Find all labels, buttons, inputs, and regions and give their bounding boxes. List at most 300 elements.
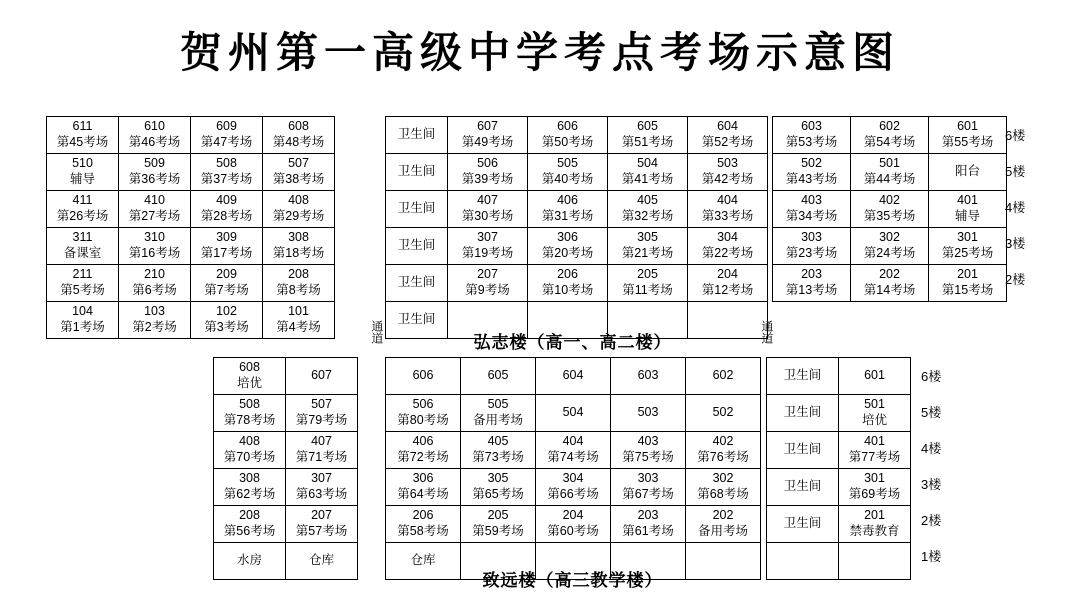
room-cell[interactable] xyxy=(608,191,688,228)
room-number: 401 xyxy=(864,434,885,449)
table-row xyxy=(386,154,768,191)
room-number: 502 xyxy=(801,156,822,171)
hongzhi-left-wing xyxy=(46,116,335,339)
room-number: 211 xyxy=(72,267,93,282)
zhiyuan-right-wing xyxy=(766,357,911,580)
room-number: 501 xyxy=(879,156,900,171)
room-cell[interactable] xyxy=(929,228,1007,265)
room-number: 405 xyxy=(487,434,509,449)
floor-label: 1楼 xyxy=(921,548,942,564)
exam-room-label: 第21考场 xyxy=(621,246,674,260)
floor-label xyxy=(1000,296,1044,332)
room-number: 508 xyxy=(216,156,237,171)
table-row xyxy=(767,432,911,469)
zhiyuan-left-grid xyxy=(213,357,358,580)
room-cell[interactable] xyxy=(386,265,448,302)
room-cell[interactable] xyxy=(214,358,286,395)
room-cell[interactable] xyxy=(386,154,448,191)
room-cell[interactable] xyxy=(386,191,448,228)
room-cell[interactable] xyxy=(686,432,761,469)
room-cell[interactable] xyxy=(119,228,191,265)
room-number: 仓库 xyxy=(308,553,334,568)
room-number: 403 xyxy=(637,434,659,449)
room-cell[interactable] xyxy=(191,117,263,154)
room-cell[interactable] xyxy=(839,432,911,469)
room-number: 306 xyxy=(557,230,578,245)
passage-label-left: 通道 xyxy=(369,320,384,344)
exam-room-label: 第28考场 xyxy=(200,209,253,223)
room-cell[interactable] xyxy=(263,302,335,339)
exam-room-label: 第65考场 xyxy=(472,487,524,501)
room-cell[interactable] xyxy=(839,469,911,506)
floor-label: 3楼 xyxy=(1005,235,1026,251)
room-cell[interactable] xyxy=(386,395,461,432)
exam-room-label: 第41考场 xyxy=(621,172,674,186)
room-number: 506 xyxy=(412,397,434,412)
exam-room-label: 第39考场 xyxy=(461,172,514,186)
room-cell[interactable] xyxy=(688,154,768,191)
table-row xyxy=(386,506,761,543)
exam-room-label: 备用考场 xyxy=(472,413,523,427)
exam-room-label: 第35考场 xyxy=(863,209,916,223)
room-number: 水房 xyxy=(236,553,262,568)
room-number: 307 xyxy=(477,230,498,245)
room-number: 602 xyxy=(879,119,900,134)
room-cell[interactable] xyxy=(839,395,911,432)
room-number: 601 xyxy=(957,119,978,134)
floor-label: 3楼 xyxy=(921,476,942,492)
room-number: 203 xyxy=(637,508,659,523)
exam-room-label: 第77考场 xyxy=(848,450,901,464)
room-number: 406 xyxy=(412,434,434,449)
room-cell[interactable] xyxy=(119,117,191,154)
room-cell[interactable] xyxy=(263,117,335,154)
exam-room-label: 第53考场 xyxy=(785,135,838,149)
room-number: 207 xyxy=(311,508,332,523)
room-cell[interactable] xyxy=(461,432,536,469)
room-cell[interactable] xyxy=(767,432,839,469)
floor-label-row xyxy=(916,537,960,573)
room-number: 409 xyxy=(216,193,237,208)
room-number: 405 xyxy=(637,193,658,208)
table-row xyxy=(386,432,761,469)
room-cell[interactable] xyxy=(686,506,761,543)
room-number: 608 xyxy=(239,360,260,375)
exam-room-label: 第56考场 xyxy=(223,524,276,538)
room-cell[interactable] xyxy=(528,228,608,265)
table-row xyxy=(214,358,358,395)
room-cell[interactable] xyxy=(851,117,929,154)
room-cell[interactable] xyxy=(611,395,686,432)
exam-room-label: 第73考场 xyxy=(472,450,524,464)
room-number: 403 xyxy=(801,193,822,208)
room-cell[interactable] xyxy=(688,265,768,302)
room-number: 508 xyxy=(239,397,260,412)
room-cell[interactable] xyxy=(767,469,839,506)
room-number: 304 xyxy=(717,230,738,245)
room-number: 阳台 xyxy=(954,164,980,179)
room-number: 101 xyxy=(288,304,309,319)
room-cell[interactable] xyxy=(386,506,461,543)
exam-room-label: 培优 xyxy=(236,376,262,390)
exam-room-label: 第31考场 xyxy=(541,209,594,223)
exam-room-label: 第50考场 xyxy=(541,135,594,149)
room-cell[interactable] xyxy=(119,191,191,228)
room-number: 仓库 xyxy=(410,553,436,568)
room-number: 504 xyxy=(637,156,658,171)
room-number: 601 xyxy=(864,368,885,383)
room-cell[interactable] xyxy=(214,506,286,543)
table-row xyxy=(386,228,768,265)
room-cell[interactable] xyxy=(386,358,461,395)
exam-room-label: 第22考场 xyxy=(701,246,754,260)
exam-room-label: 第10考场 xyxy=(541,283,594,297)
page-title: 贺州第一高级中学考点考场示意图 xyxy=(179,31,900,77)
room-number: 207 xyxy=(477,267,498,282)
room-cell[interactable] xyxy=(851,154,929,191)
room-cell[interactable] xyxy=(286,358,358,395)
exam-room-label: 第3考场 xyxy=(204,320,249,334)
room-cell[interactable] xyxy=(461,469,536,506)
room-number: 505 xyxy=(557,156,578,171)
exam-room-label: 第51考场 xyxy=(621,135,674,149)
table-row xyxy=(47,228,335,265)
room-number: 209 xyxy=(216,267,237,282)
room-cell[interactable] xyxy=(611,506,686,543)
room-number: 203 xyxy=(801,267,822,282)
room-number: 604 xyxy=(562,368,584,383)
table-row xyxy=(214,543,358,580)
room-cell[interactable] xyxy=(448,154,528,191)
room-number: 404 xyxy=(562,434,584,449)
zhiyuan-floor-labels xyxy=(916,357,960,573)
table-row xyxy=(47,154,335,191)
table-row xyxy=(386,469,761,506)
room-cell[interactable] xyxy=(851,191,929,228)
room-cell[interactable] xyxy=(191,191,263,228)
floor-label-row xyxy=(1000,152,1044,188)
floor-label: 6楼 xyxy=(1005,127,1026,143)
room-number: 210 xyxy=(144,267,165,282)
room-number: 602 xyxy=(712,368,734,383)
exam-room-label: 第44考场 xyxy=(863,172,916,186)
room-number: 404 xyxy=(717,193,738,208)
floor-label-row xyxy=(916,465,960,501)
room-cell[interactable] xyxy=(119,154,191,191)
room-cell[interactable] xyxy=(263,265,335,302)
room-cell[interactable] xyxy=(191,228,263,265)
exam-room-label: 第2考场 xyxy=(132,320,177,334)
table-row xyxy=(773,191,1007,228)
exam-room-label: 备课室 xyxy=(63,246,102,260)
room-cell[interactable] xyxy=(386,228,448,265)
room-cell[interactable] xyxy=(448,228,528,265)
room-cell[interactable] xyxy=(263,228,335,265)
room-number: 606 xyxy=(557,119,578,134)
room-cell[interactable] xyxy=(528,265,608,302)
room-cell[interactable] xyxy=(448,191,528,228)
room-cell[interactable] xyxy=(773,228,851,265)
room-number: 206 xyxy=(412,508,434,523)
table-row xyxy=(214,506,358,543)
exam-room-label: 第4考场 xyxy=(276,320,321,334)
table-row xyxy=(214,395,358,432)
exam-room-label: 第23考场 xyxy=(785,246,838,260)
room-cell[interactable] xyxy=(286,469,358,506)
exam-room-label: 第55考场 xyxy=(941,135,994,149)
table-row xyxy=(767,358,911,395)
room-cell[interactable] xyxy=(47,117,119,154)
room-cell[interactable] xyxy=(47,302,119,339)
room-cell[interactable] xyxy=(528,191,608,228)
room-cell[interactable] xyxy=(386,432,461,469)
room-number: 402 xyxy=(712,434,734,449)
room-cell[interactable] xyxy=(461,506,536,543)
exam-room-label: 第15考场 xyxy=(941,283,994,297)
exam-room-label: 第6考场 xyxy=(132,283,177,297)
exam-room-label: 辅导 xyxy=(69,172,95,186)
room-cell[interactable] xyxy=(686,395,761,432)
exam-room-label: 第78考场 xyxy=(223,413,276,427)
room-cell[interactable] xyxy=(608,228,688,265)
room-cell[interactable] xyxy=(686,358,761,395)
exam-room-label: 第62考场 xyxy=(223,487,276,501)
room-number: 103 xyxy=(144,304,165,319)
room-cell[interactable] xyxy=(929,154,1007,191)
table-row xyxy=(214,432,358,469)
room-cell[interactable] xyxy=(263,154,335,191)
room-number: 302 xyxy=(879,230,900,245)
room-number: 301 xyxy=(864,471,885,486)
room-number: 208 xyxy=(239,508,260,523)
room-cell[interactable] xyxy=(929,191,1007,228)
table-row xyxy=(773,154,1007,191)
room-number: 卫生间 xyxy=(397,238,436,253)
room-cell[interactable] xyxy=(286,506,358,543)
room-cell[interactable] xyxy=(851,228,929,265)
room-cell[interactable] xyxy=(536,432,611,469)
room-cell[interactable] xyxy=(528,117,608,154)
room-cell[interactable] xyxy=(767,395,839,432)
room-cell[interactable] xyxy=(608,117,688,154)
table-row xyxy=(773,228,1007,265)
table-row xyxy=(214,469,358,506)
room-number: 507 xyxy=(311,397,332,412)
room-cell[interactable] xyxy=(773,191,851,228)
exam-room-label: 第79考场 xyxy=(295,413,348,427)
room-cell[interactable] xyxy=(461,395,536,432)
exam-room-label: 第64考场 xyxy=(397,487,449,501)
room-number: 502 xyxy=(712,405,734,420)
room-number: 407 xyxy=(311,434,332,449)
room-number: 308 xyxy=(239,471,260,486)
exam-room-label: 第20考场 xyxy=(541,246,594,260)
table-row xyxy=(386,265,768,302)
room-number: 卫生间 xyxy=(397,127,436,142)
room-cell[interactable] xyxy=(47,154,119,191)
room-cell[interactable] xyxy=(191,154,263,191)
room-cell[interactable] xyxy=(688,191,768,228)
exam-room-label: 第33考场 xyxy=(701,209,754,223)
room-cell[interactable] xyxy=(386,117,448,154)
exam-room-label: 第9考场 xyxy=(465,283,510,297)
exam-room-label: 第34考场 xyxy=(785,209,838,223)
room-cell[interactable] xyxy=(929,117,1007,154)
room-cell[interactable] xyxy=(286,395,358,432)
room-cell[interactable] xyxy=(767,506,839,543)
room-number: 408 xyxy=(288,193,309,208)
room-cell[interactable] xyxy=(611,358,686,395)
room-cell[interactable] xyxy=(191,302,263,339)
room-number: 202 xyxy=(712,508,734,523)
exam-room-label: 第58考场 xyxy=(397,524,449,538)
room-number: 卫生间 xyxy=(783,479,822,494)
room-cell[interactable] xyxy=(119,302,191,339)
room-cell[interactable] xyxy=(214,543,286,580)
room-number: 607 xyxy=(311,368,332,383)
room-cell[interactable] xyxy=(47,228,119,265)
room-number: 204 xyxy=(717,267,738,282)
floor-label-row xyxy=(1000,224,1044,260)
room-cell[interactable] xyxy=(773,154,851,191)
room-cell[interactable] xyxy=(386,469,461,506)
room-number: 603 xyxy=(637,368,659,383)
room-cell[interactable] xyxy=(536,395,611,432)
table-row xyxy=(767,469,911,506)
room-number: 卫生间 xyxy=(783,405,822,420)
room-number: 305 xyxy=(487,471,509,486)
room-number: 205 xyxy=(637,267,658,282)
room-number: 303 xyxy=(637,471,659,486)
room-number: 104 xyxy=(72,304,93,319)
floor-label: 2楼 xyxy=(1005,271,1026,287)
room-number: 609 xyxy=(216,119,237,134)
room-cell[interactable] xyxy=(263,191,335,228)
room-cell[interactable] xyxy=(767,543,839,580)
room-number: 402 xyxy=(879,193,900,208)
room-number: 510 xyxy=(72,156,93,171)
zhiyuan-center-wing xyxy=(385,357,761,580)
room-number: 408 xyxy=(239,434,260,449)
room-number: 605 xyxy=(487,368,509,383)
room-cell[interactable] xyxy=(839,543,911,580)
exam-room-label: 第52考场 xyxy=(701,135,754,149)
exam-room-label: 第47考场 xyxy=(200,135,253,149)
room-number: 608 xyxy=(288,119,309,134)
room-number: 卫生间 xyxy=(783,442,822,457)
room-cell[interactable] xyxy=(839,506,911,543)
table-row xyxy=(386,191,768,228)
room-number: 507 xyxy=(288,156,309,171)
room-number: 301 xyxy=(957,230,978,245)
exam-room-label: 第25考场 xyxy=(941,246,994,260)
exam-room-label: 第76考场 xyxy=(697,450,749,464)
room-number: 311 xyxy=(72,230,93,245)
room-number: 310 xyxy=(144,230,165,245)
room-number: 410 xyxy=(144,193,165,208)
exam-room-label: 第1考场 xyxy=(60,320,105,334)
exam-room-label: 第49考场 xyxy=(461,135,514,149)
room-cell[interactable] xyxy=(119,265,191,302)
table-row xyxy=(47,117,335,154)
room-cell[interactable] xyxy=(611,469,686,506)
room-number: 401 xyxy=(957,193,978,208)
zhiyuan-left-wing xyxy=(213,357,358,580)
zhiyuan-right-grid xyxy=(766,357,911,580)
exam-room-label: 第7考场 xyxy=(204,283,249,297)
floor-label: 5楼 xyxy=(1005,163,1026,179)
exam-room-label: 第29考场 xyxy=(272,209,325,223)
room-number: 304 xyxy=(562,471,584,486)
exam-room-label: 第66考场 xyxy=(547,487,599,501)
room-cell[interactable] xyxy=(47,191,119,228)
exam-room-label: 第80考场 xyxy=(397,413,449,427)
room-number: 411 xyxy=(72,193,93,208)
room-number: 606 xyxy=(412,368,434,383)
exam-room-label: 第19考场 xyxy=(461,246,514,260)
room-cell[interactable] xyxy=(47,265,119,302)
room-cell[interactable] xyxy=(536,358,611,395)
room-cell[interactable] xyxy=(611,432,686,469)
room-cell[interactable] xyxy=(839,358,911,395)
room-number: 501 xyxy=(864,397,885,412)
exam-room-label: 第69考场 xyxy=(848,487,901,501)
room-number: 509 xyxy=(144,156,165,171)
room-cell[interactable] xyxy=(608,265,688,302)
room-cell[interactable] xyxy=(286,543,358,580)
exam-room-label: 第74考场 xyxy=(547,450,599,464)
room-cell[interactable] xyxy=(536,506,611,543)
table-row xyxy=(767,395,911,432)
exam-room-label: 第12考场 xyxy=(701,283,754,297)
room-cell[interactable] xyxy=(688,117,768,154)
exam-room-label: 培优 xyxy=(861,413,887,427)
room-cell[interactable] xyxy=(286,432,358,469)
room-cell[interactable] xyxy=(773,117,851,154)
room-cell[interactable] xyxy=(688,228,768,265)
room-cell[interactable] xyxy=(773,265,851,302)
exam-room-label: 第45考场 xyxy=(56,135,109,149)
room-cell[interactable] xyxy=(214,395,286,432)
room-number: 505 xyxy=(487,397,509,412)
room-number: 204 xyxy=(562,508,584,523)
room-cell[interactable] xyxy=(214,432,286,469)
room-cell[interactable] xyxy=(528,154,608,191)
room-cell[interactable] xyxy=(448,265,528,302)
room-cell[interactable] xyxy=(461,358,536,395)
room-cell[interactable] xyxy=(686,469,761,506)
table-row xyxy=(767,543,911,580)
floor-label-row xyxy=(916,357,960,393)
floor-label-row xyxy=(916,429,960,465)
exam-room-label: 第71考场 xyxy=(295,450,348,464)
exam-room-label: 第61考场 xyxy=(622,524,674,538)
room-number: 605 xyxy=(637,119,658,134)
room-number: 201 xyxy=(864,508,885,523)
exam-room-label: 备用考场 xyxy=(697,524,748,538)
room-cell[interactable] xyxy=(191,265,263,302)
exam-room-label: 第48考场 xyxy=(272,135,325,149)
room-number: 309 xyxy=(216,230,237,245)
room-cell[interactable] xyxy=(851,265,929,302)
room-cell[interactable] xyxy=(448,117,528,154)
room-cell[interactable] xyxy=(214,469,286,506)
exam-room-label: 第18考场 xyxy=(272,246,325,260)
room-cell[interactable] xyxy=(536,469,611,506)
room-cell[interactable] xyxy=(767,358,839,395)
room-cell[interactable] xyxy=(608,154,688,191)
room-cell[interactable] xyxy=(929,265,1007,302)
